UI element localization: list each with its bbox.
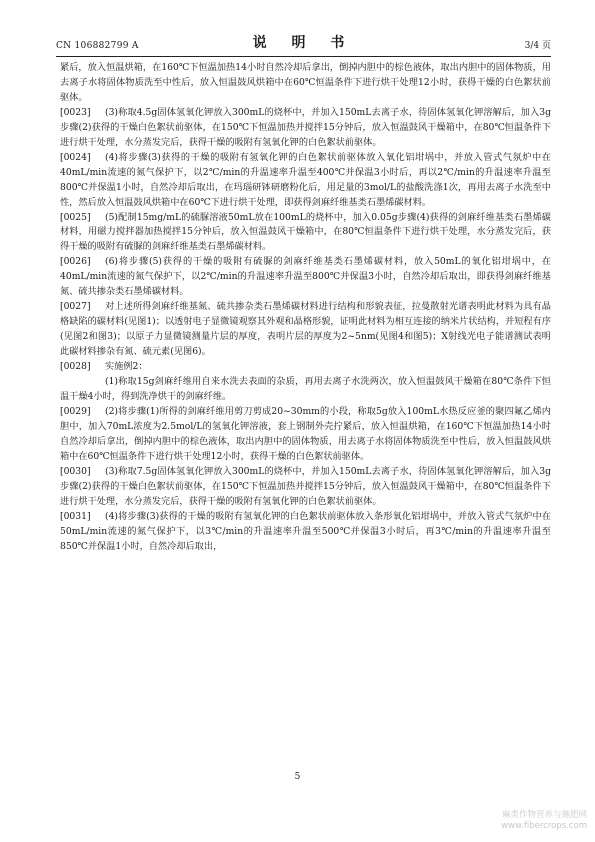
watermark-title: 麻类作物营养与施肥网 <box>501 810 587 820</box>
paragraph <box>60 211 551 256</box>
paragraph-number: [0028] <box>60 361 91 373</box>
paragraph-number: [0029] <box>60 405 91 417</box>
paragraph-text: (5)配制15mg/mL的硫脲溶液50mL放在100mL的烧杯中，加入0.05g步骤(4)获得的剑麻纤维基类石墨烯碳材料，用磁力搅拌器加热搅拌15分钟后，放入恒温鼓风干燥箱中，在80℃恒温条件下进行烘干处理，水分蒸发完后，获得干燥的吸附有硫脲的剑麻纤维基类石墨烯碳材料。 <box>60 211 551 253</box>
paragraph-number: [0031] <box>60 510 91 522</box>
paragraph-text: (4)将步骤(3)获得的干燥的吸附有氢氧化钾的白色絮状前驱体放入条形氧化铝坩埚中，并放入管式气氛炉中在50mL/min流速的氮气保护下，以3℃/min的升温速率升温至500℃并保温3小时后，再3℃/min的升温速率升温至850℃并保温1小时，自然冷却后取出， <box>60 510 551 552</box>
paragraph-text: (3)称取7.5g固体氢氧化钾放入300mL的烧杯中，并加入150mL去离子水，待固体氢氧化钾溶解后，加入3g步骤(2)获得的干燥白色絮状前驱体，在150℃下恒温加热并搅拌15分钟后，放入恒温鼓风干燥箱中，在80℃恒温条件下进行烘干处理，水分蒸发完后，获得干燥的吸附有氢氧化钾的白色絮状前驱体。 <box>60 465 551 507</box>
paragraph-number: [0023] <box>60 106 91 118</box>
paragraph <box>60 465 551 510</box>
paragraph <box>60 106 551 151</box>
paragraph <box>60 360 551 375</box>
paragraph <box>60 61 551 106</box>
document-title: 说 明 书 <box>252 35 355 51</box>
paragraph <box>60 300 551 360</box>
patent-number: CN 106882799 A <box>56 41 139 51</box>
paragraph-number: [0026] <box>60 256 91 268</box>
paragraph <box>60 375 551 405</box>
paragraph <box>60 255 551 300</box>
paragraph <box>60 510 551 555</box>
paragraph-number: [0025] <box>60 211 91 223</box>
paragraph-text: 紧后，放入恒温烘箱，在160℃下恒温加热14小时自然冷却后拿出，倒掉内胆中的棕色液体，取出内胆中的固体物质，用去离子水将固体物质洗至中性后，放入恒温鼓风烘箱中在60℃恒温条件下进行烘干处理12小时，获得干燥的白色絮状前驱体。 <box>60 62 551 103</box>
paragraph-text: (3)称取4.5g固体氢氧化钾放入300mL的烧杯中，并加入150mL去离子水，待固体氢氧化钾溶解后，加入3g步骤(2)获得的干燥白色絮状前驱体，在150℃下恒温加热并搅拌15分钟后，放入恒温鼓风干燥箱中，在80℃恒温条件下进行烘干处理，水分蒸发完后，获得干燥的吸附有氢氧化钾的白色絮状前驱体。 <box>60 106 551 148</box>
paragraph-text: (6)将步骤(5)获得的干燥的吸附有硫脲的剑麻纤维基类石墨烯碳材料，放入50mL的氧化铝坩埚中，在40mL/min流速的氮气保护下，以2℃/min的升温速率升温至800℃并保温3小时，自然冷却后取出，即获得剑麻纤维基氮、硫共掺杂类石墨烯碳材料。 <box>60 256 551 298</box>
document-body <box>60 61 551 554</box>
paragraph-text: (2)将步骤(1)所得的剑麻纤维用剪刀剪成20~30mm的小段，称取5g放入100mL水热反应釜的聚四氟乙烯内胆中，加入70mL浓度为2.5mol/L的氢氧化钾溶液，套上钢制外壳拧紧后，放入恒温烘箱，在160℃下恒温加热14小时自然冷却后拿出，倒掉内胆中的棕色液体，取出内胆中的固体物质，用去离子水将固体物质洗至中性后，放入恒温鼓风烘箱中在60℃恒温条件下进行烘干处理12小时，获得干燥的白色絮状前驱体。 <box>60 405 551 462</box>
paragraph-text: 对上述所得剑麻纤维基氮、硫共掺杂类石墨烯碳材料进行结构和形貌表征，拉曼散射光谱表明此材料为具有晶格缺陷的碳材料(见图1)；以透射电子显微镜观察其外观和晶格形貌，证明此材料为相互连接的纳米片状结构，并短程有序(见图2和图3)；以原子力显微镜测量片层的厚度，表明片层的厚度为2~5nm(见图4和图5)；X射线光电子能谱测试表明此碳材料掺杂有氮、硫元素(见图6)。 <box>60 301 551 358</box>
page-header <box>56 34 551 57</box>
paragraph-text: (4)将步骤(3)获得的干燥的吸附有氢氧化钾的白色絮状前驱体放入氧化铝坩埚中，并放入管式气氛炉中在40mL/min流速的氮气保护下，以2℃/min的升温速率升温至400℃并保温3小时后，再以2℃/min的升温速率升温至800℃并保温1小时，自然冷却后取出，在玛瑙研钵研磨粉化后，用足量的3mol/L的盐酸洗涤1次，再用去离子水洗至中性，然后放入恒温鼓风烘箱中在60℃下进行烘干处理，即获得剑麻纤维基类石墨烯碳材料。 <box>60 151 551 208</box>
watermark-url: www.fibercrops.com <box>501 821 587 831</box>
paragraph-number: [0030] <box>60 465 91 477</box>
example-heading: 实施例2： <box>105 361 148 373</box>
site-watermark <box>452 810 587 832</box>
paragraph-number: [0024] <box>60 151 91 163</box>
page-number: 5 <box>294 772 301 782</box>
page-counter: 3/4 页 <box>524 41 551 51</box>
paragraph-text: (1)称取15g剑麻纤维用自来水洗去表面的杂质，再用去离子水洗两次，放入恒温鼓风干燥箱在80℃条件下恒温干燥4小时，得到洗净烘干的剑麻纤维。 <box>60 376 551 402</box>
paragraph-number: [0027] <box>60 301 91 313</box>
paragraph <box>60 151 551 211</box>
paragraph <box>60 405 551 465</box>
